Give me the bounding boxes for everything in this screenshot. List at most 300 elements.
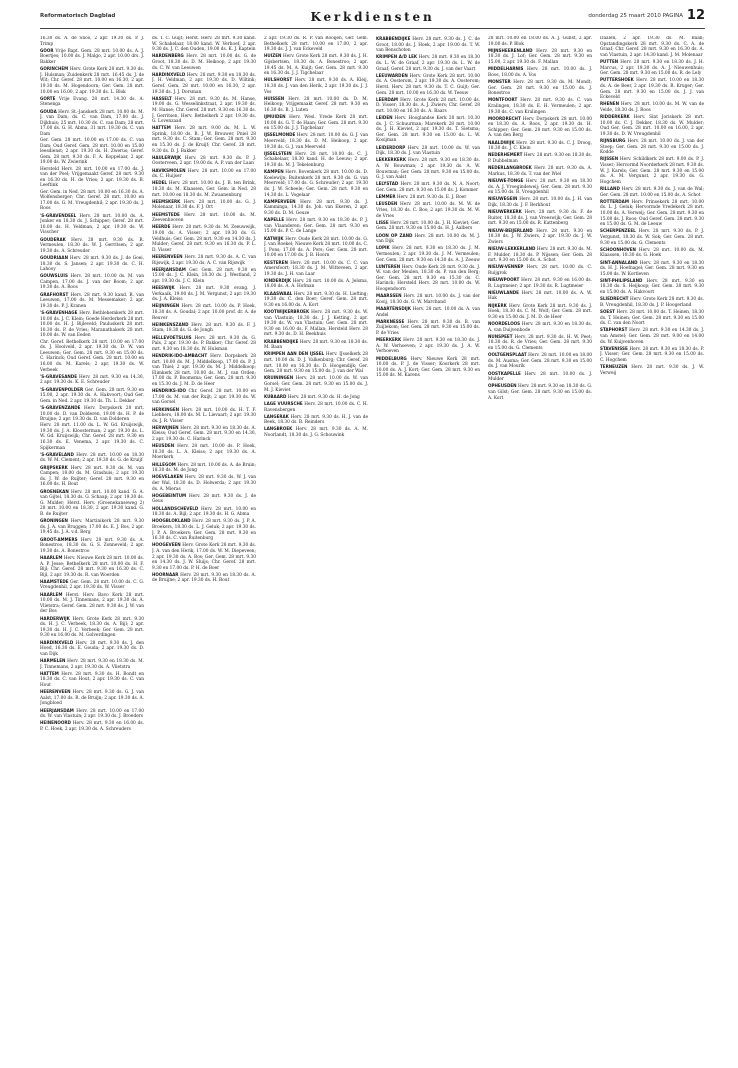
church-service-entry xyxy=(40,310,144,339)
place-name: GORINCHEM xyxy=(40,66,69,72)
place-name: GOUDRIAAN xyxy=(40,254,69,260)
church-service-entry xyxy=(152,493,256,505)
service-details: Herv. 28 mrt. 9.30 ds. H. de Jong xyxy=(287,394,360,400)
church-service-entry xyxy=(488,277,592,289)
service-details: Herv. 28 mrt. 9.30 ds. J. de Goei, 18.30 ds. S. Jansen; 2 apr. 19.30 ds. C. H. Lahooy xyxy=(40,255,144,273)
service-details: Herv. 28 mrt. 9.30 en 18.30 ds. P. Dubbelman xyxy=(488,153,592,165)
church-service-entry xyxy=(488,165,592,177)
service-details: Herv. 28 mrt. 9.00 ds. M. L. W. Sprink, 18.00 ds. B. J. W. Brouwer, Pniel 28 mrt. 9.30 ds. C. Stam; Ger. Gem. 28 mrt. 9.30 en 15.30 ds. J. de Kruijf; Chr. Geref. 28 mrt. 9.30 ds. D. J. Bakker xyxy=(152,126,256,154)
service-details: Herv. 28 mrt. 10.00 ds. C. Ruijgrok xyxy=(488,265,592,276)
service-details: Herv. 28 mrt. 9.30 en 18.30 ds. P. J. van Vlaanderen; Ger. Gem. 28 mrt. 9.30 en 15.00 ds. P. C. de Lange xyxy=(264,218,368,235)
church-service-entry xyxy=(264,96,368,114)
place-name: NIEUW-VENNEP xyxy=(488,264,524,270)
church-service-entry xyxy=(40,720,144,732)
service-details: Herv. 28 mrt. 10.00 ds. A. Jonker en 18.30 ds. J. Schipper; Geref. 28 mrt. 10.00 ds. H. Veldman, 2 apr. 19.30 ds. W. Visscher xyxy=(40,213,144,236)
service-details: Herv. 28 mrt. 9.30 ds. C. J. Droog, 18.30 ds. J. C. Klein xyxy=(488,140,592,152)
place-name: KAMPEN xyxy=(264,169,284,175)
church-service-entry xyxy=(488,371,592,383)
place-name: NUNSPEET xyxy=(488,333,513,339)
place-name: MIJNSHEERENLAND xyxy=(488,47,533,53)
service-details: Herv. 28 mrt. 10.00 ds. M. van Campen, 17.00 ds. J. van der Boom; 2 apr. 19.30 ds. A. Roos xyxy=(40,274,144,291)
service-details: Herv. Grote Kerk 28 mrt. 9.30 ds. J. A. van den Herik, 17.00 ds. W. M. Diepeveen; 2 apr. 19.30 ds. A. Bos; Ger. Gem. 28 mrt. 9.30 en 14.30 ds. J. W. Sluijs; Chr. Geref. 28 mrt. 9.30 en 17.00 ds. P. H. de Boer xyxy=(152,543,256,571)
service-details: Herv. Bovenkerk 28 mrt. 10.00 ds. D. Koelewijn; Buitenkerk 28 mrt. 9.30 ds. G. van Meerveld; 17.00 ds. G. Schreuder; 2 apr. 19.30 ds. J. W. Scheele; Ger. Gem. 28 mrt. 9.30 en 14.30 ds. L. Vogelaar xyxy=(264,170,368,198)
place-name: KRIMPEN A/D LEK xyxy=(376,54,418,60)
place-name: MARKNESSE xyxy=(376,318,405,324)
church-service-entry xyxy=(488,209,592,227)
church-service-entry xyxy=(40,592,144,615)
church-service-entry xyxy=(40,537,144,555)
place-name: LUNTEREN xyxy=(376,263,401,269)
church-service-entry xyxy=(40,255,144,273)
place-name: SINT-PHILIPSLAND xyxy=(600,277,643,283)
church-service-entry xyxy=(376,157,480,180)
church-service-entry xyxy=(152,199,256,211)
service-details: Herv. Wesl. Vrede Kerk 28 mrt. 10.00 ds. G. T. de Haan; Ger. Gem. 28 mrt. 9.30 en 15.00 ds. J. J. Tigchelaar xyxy=(264,115,368,132)
church-service-entry xyxy=(40,66,144,95)
place-name: HOGEBEINTUM xyxy=(152,492,187,498)
place-name: SCHOONHOVEN xyxy=(600,246,636,252)
service-details: Herv. 28 mrt. 9.30 ds. H. Bondt en 18.30 ds. C. van Hout, 2 apr. 19.30 ds. C. van Hout xyxy=(40,671,144,688)
place-name: NIEUWLANDE xyxy=(488,289,519,295)
church-service-entry xyxy=(488,79,592,97)
service-details: Herv. Grote Kerk 28 mrt. 9.30 ds. J. H. Gijsbertsen, 18.30 ds. A. Bonestroo; 2 apr. 19.45 ds. M. A. Kuijt; Ger. Gem. 28 mrt. 9.30 en 16.30 ds. J. J. Tigchelaar xyxy=(264,54,368,77)
page-header xyxy=(40,8,705,30)
place-name: HARDINXVELD xyxy=(152,71,186,77)
place-name: HUIZEN xyxy=(264,53,282,59)
church-service-entry xyxy=(264,260,368,278)
service-details: Herv. 28 mrt. 10.00 ds. G. J. Molenaar, 18.30 ds. F. J. Ort xyxy=(152,199,256,211)
column-6 xyxy=(600,36,704,1058)
church-service-entry xyxy=(376,201,480,219)
place-name: IJMUIDEN xyxy=(264,114,286,120)
place-name: HEDEL xyxy=(152,180,168,186)
service-details: Herv. 28 mrt. 9.30 ds. N. A. Noort; Ger. Gem. 28 mrt. 9.30 en 15.00 ds. J. Kommer xyxy=(376,182,480,193)
church-service-entry xyxy=(264,278,368,290)
church-service-entry xyxy=(152,180,256,198)
place-name: LISSE xyxy=(376,219,389,225)
church-service-entry xyxy=(488,97,592,115)
church-service-entry xyxy=(40,489,144,518)
place-name: 'S-GRAVESANDE xyxy=(40,373,78,379)
service-details: Herv. 28 mrt. 9.30 ds. J. P. A. Broekers, 18.30 ds. L. J. Geluk; 2 apr. 19.30 ds. J. P. A. Broekers; Ger. Gem. 28 mrt. 9.30 en 16.30 ds. C. van Ruitenburg xyxy=(152,519,256,542)
church-service-entry xyxy=(40,465,144,488)
place-name: SINT-ANNALAND xyxy=(600,259,638,265)
church-service-entry xyxy=(40,518,144,536)
service-details: Herv. 28 mrt. 9.30 en 14.30, 2 apr. 19.30 ds. K. E. Schreuder xyxy=(40,374,144,386)
service-details: Vrije Evang. 28 mrt. 14.30 ds. A. Stenenga xyxy=(40,96,144,108)
service-details: Herv. 28 mrt. 9.30 ds. G. Pals, 2 apr. 19.30 ds. P. Bakker; Chr. Geref. 28 mrt. 9.30 en 18.30 ds. W. Hulsman xyxy=(152,335,256,352)
service-details: Herv. 28 mrt. 10.00 ds. G. J. van Meerveld; 18.30 ds. D. M. Heikoop, 2 apr. 19.30 ds. G. J. van Meerveld xyxy=(264,133,368,150)
service-details: Ger. Gem. 28 mrt. 9.30 en 15.00, 2 apr. 19.30 ds. A. Hakvoort; Oud Ger. Gem. in Ned. 2 apr. 19.30 ds. Th. L. Dekker xyxy=(40,387,144,404)
service-details: Herv. 28 mrt. 10.00 ds. T. Heinen, 18.30 ds. T. Heinen; Ger. Gem. 28 mrt. 9.30 en 15.00 ds. C. van den Noort xyxy=(600,310,704,327)
church-service-entry xyxy=(152,224,256,253)
church-service-entry xyxy=(40,190,144,212)
place-name: HOEVELAKEN xyxy=(152,474,183,480)
church-service-entry xyxy=(152,155,256,167)
place-name: NIEUW-BEIJERLAND xyxy=(488,227,533,233)
place-name: NIEUWE-TONGE xyxy=(488,178,524,183)
service-details: Herv. 28 mrt. 9.30 ds. M. Hanse, 19.00 ds. G. Wesselinkstraat, 2 apr. 19.30 ds. M. Hanse; Chr. Geref. 28 mrt. 9.30 en 16.30 ds. J. Gerritsen, Herv. Bethelkerk 2 apr. 19.30 ds. G. Lovenzaad xyxy=(152,96,256,125)
church-service-entry xyxy=(264,36,368,53)
page-number: 12 xyxy=(686,8,705,23)
church-service-entry xyxy=(152,425,256,443)
service-details: 2 apr. 19.30 ds. R. P. van Rooijen, Ger. Gem. Bethelkerk 28 mrt. 10.00 en 17.00, 2 apr. 19.30 ds. J. J. van Eckeveld xyxy=(264,36,368,53)
service-details: Herv. 28 mrt. 9.30 en 18.30 ds. A. J. Vroegindeweij; Ger. Gem. 28 mrt. 9.30 en 15.00 ds. B. Vreugdenhil xyxy=(488,179,592,196)
service-details: Herv. 28 mrt. 9.30 en 18.30 ds. J. H. Veldman, 2 apr. 19.30 ds. D. Wiltink; Geref. Gem. 28 mrt. 10.00 en 16.30, 2 apr. 19.30 ds. J. J. Dorsman xyxy=(152,72,256,95)
service-details: Herv. 28 mrt. 9.30 en 16.00 ds. P. C. Hoek, 2 apr. 19.30 ds. A. Schreuders xyxy=(40,721,144,732)
place-name: SLIEDRECHT xyxy=(600,296,629,302)
place-name: NIEUW-LEKKERLAND xyxy=(488,245,536,251)
place-name: HERWIJNEN xyxy=(152,424,179,430)
place-name: LELYSTAD xyxy=(376,181,399,187)
service-details: Herv. 28 mrt. 10.00 ds. G. de Groot, 18.30 ds. D. M. Heikoop, 2 apr. 19.30 ds. C. W. van Leeuwen xyxy=(152,54,256,71)
place-name: MIDDELHARNIS xyxy=(488,66,524,72)
place-name: KAPELLE xyxy=(264,217,285,223)
church-service-entry xyxy=(600,247,704,259)
place-name: GROOT-AMMERS xyxy=(40,536,78,542)
service-details: Herv. 28 mrt. 9.30 ds. A. Markus, 18.30 ds. T. van der Wiel xyxy=(488,166,592,177)
service-details: Herv. 28 mrt. 10.00 ds. W. van Dijk, 18.30 ds. J. van Vlastuin xyxy=(376,145,480,157)
place-name: GRONINGEN xyxy=(40,518,68,524)
church-service-entry xyxy=(152,36,256,53)
service-details: Herv. Grote Kerk 28 mrt. 10.00 ds. A. Oosterom, 2 apr. 19.30 ds. A. Oosterom; Herst. Herv. 28 mrt. 9.30 ds. T. C. Guijt; Ger. Gem. 28 mrt. 10.00 en 16.30 ds. W. Teeuw xyxy=(376,73,480,96)
place-name: LEKKERKERK xyxy=(376,157,406,163)
service-details: Herv. 28 mrt. 9.30 ds. H. W. Peet; 18.30 ds. R. de Vries; Ger. Gem. 28 mrt. 9.30 en 15.00 ds. G. Clements xyxy=(488,334,592,351)
service-details: Daalen, 2 apr. 19.30 ds. M. Baan; Opstandingskerk 28 mrt. 9.30 ds. C. A. de Graaf; Chr. Geref. 28 mrt. 9.30 en 16.30 ds. A. van Vlastuin, 2 apr. 14.30 kand. J. M. Molenaar xyxy=(600,36,704,58)
church-service-entry xyxy=(264,151,368,169)
place-name: NIEUWEGEIN xyxy=(488,196,518,202)
place-name: NIEUWERKERK xyxy=(488,209,522,215)
service-details: Herv. St.-Janskerk 28 mrt. 10.00 ds. M. J. van Dam; ds. C. van Dam, 17.00 ds. J. Dijkhuis; 25 mrt. 10.30 ds. C. van Dam; 28 mrt. 17.00 ds. G. H. Abma, 31 mrt. 19.30 ds. C. van Dam xyxy=(40,109,144,137)
place-name: LANGBROEK xyxy=(264,426,293,432)
place-name: NIJKERK xyxy=(488,302,507,308)
column-2 xyxy=(152,36,256,1058)
place-name: HAAMSTEDE xyxy=(40,578,69,584)
church-service-entry xyxy=(376,145,480,157)
place-name: GOUDERAK xyxy=(40,236,66,242)
place-name: 'S-GRAVENHAGE xyxy=(40,310,78,316)
place-name: 'S-GRAVENPOLDER xyxy=(40,386,84,392)
church-service-entry xyxy=(40,579,144,591)
service-details: Herv. 28 mrt. 10.00 ds. M. Klaassen, 18.30 ds. G. Hoek xyxy=(600,247,704,259)
church-service-entry xyxy=(152,443,256,461)
church-service-entry xyxy=(488,264,592,276)
church-service-entry xyxy=(600,296,704,308)
church-service-entry xyxy=(264,426,368,438)
church-service-entry xyxy=(152,518,256,541)
church-service-entry xyxy=(488,246,592,264)
church-service-entry xyxy=(600,327,704,345)
church-service-entry xyxy=(376,356,480,379)
service-details: Herv. 28 mrt. 9.30 en 18.30 ds. L. W. de Graaf, 2 apr. 19.30 ds. L. W. de Graaf; Geref. 28 mrt. 9.30 ds. J. van der Vaart xyxy=(376,55,480,72)
place-name: GRIJPSKERK xyxy=(40,464,68,470)
service-details: Herv. 28 mrt. 9.30 en 18.30 ds. A. W. Bouwman; 2 apr. 19.30 ds. A. W. Bouwman; Ger. Gem. 28 mrt. 9.30 en 15.00 ds. G. J. van Aalst xyxy=(376,158,480,181)
place-name: HARDENBERG xyxy=(152,53,184,59)
service-details: Herv. 28 mrt. 9.30 ds. A. M. Noorlandt, 18.30 ds. J. G. Schouwink xyxy=(264,427,368,439)
church-service-entry xyxy=(40,292,144,310)
service-details: Herv. 28 mrt. 9.30 en 18.30 ds. H. J. Hoefnagel; Ger. Gem. 28 mrt. 9.30 en 15.00 ds. W. Kortleven xyxy=(600,260,704,277)
place-name: LEEUWARDEN xyxy=(376,72,408,78)
place-name: KESTEREN xyxy=(264,259,288,265)
place-name: LEERDAM xyxy=(376,96,398,102)
place-name: HEERENVEEN xyxy=(40,689,71,695)
church-service-entry xyxy=(264,53,368,76)
church-service-entry xyxy=(40,213,144,236)
place-name: LANGERAK xyxy=(264,413,289,419)
service-details: Herv. 28 mrt. 9.30 ds. E. J. Boer xyxy=(396,195,467,201)
place-name: KAMPERVEEN xyxy=(264,198,296,204)
service-details: Herv. Oude Kerk 28 mrt. 9.30 ds. J. W. van der Meulen, 18.30 ds. P. van den Berg; Ger. Gem. 28 mrt. 9.30 en 15.30 ds. C. Harinck; Hersteld Herv. 28 mrt. 10.00 ds. W. Hoogendoorn xyxy=(376,264,480,293)
service-details: Herv. 28 mrt. 10.00 en 18.00 ds. M. Ausma; Ger. Gem. 28 mrt. 9.30 en 15.00 ds. J. van Mourik xyxy=(488,353,592,370)
place-name: GOUDA xyxy=(40,108,57,114)
place-name: LOON OP ZAND xyxy=(376,232,413,238)
church-service-entry xyxy=(600,278,704,296)
church-service-entry xyxy=(152,267,256,285)
church-service-entry xyxy=(152,388,256,406)
service-details: Ger. Gem. in Ned. 28 mrt. 10.00 en 16.30 ds. A. Wolfensberger; Chr. Geref. 28 mrt. 10.00 en 17.00 ds. G. M. Vreugdenhil; 2 apr. 19.30 ds. J. Roos xyxy=(40,189,144,212)
place-name: OPHEUSDEN xyxy=(488,383,517,389)
service-details: Herv. 28 mrt. 10.00 ds. J. van der Stoep; Ger. Gem. 28 mrt. 9.30 en 15.00 ds. J. Kodde xyxy=(600,139,704,156)
column-1 xyxy=(40,36,144,1058)
place-name: MEERKERK xyxy=(376,337,402,343)
place-name: KLAASWAAL xyxy=(264,290,293,296)
service-details: Herv. Dorpskerk 28 mrt. 10.00 en 18.30 ds. A. Roos, 2 apr. 19.30 ds. H. Schipper; Ger. Gem. 28 mrt. 9.30 en 15.00 ds. A. van den Berg xyxy=(488,116,592,139)
church-service-entry xyxy=(40,273,144,291)
service-details: Herst. Herv. Bavo Kerk 28 mrt. 10.00 ds. M. J. Tinnemans, 2 apr. 19.30 ds. A. Vlietstra; Geref. Gem. 28 mrt. 9.30 ds. J. W. van der Bos xyxy=(40,592,144,615)
service-details: Herv. 28 mrt. 9.30 ds. B. van Zuijlekom; Ger. Gem. 28 mrt. 9.30 en 15.00 ds. P. de Vries xyxy=(376,319,480,336)
church-service-entry xyxy=(264,309,368,338)
service-details: Herv. 28 mrt. 10.00 ds. J. van der Kooij, 18.30 ds. G. W. Marchand xyxy=(376,294,480,305)
service-details: Herv. 28 mrt. 9.30 ds. C. van Kralingen, 18.30 ds. E. H. Vermeulen; 2 apr. 19.30 ds. C. van Kralingen xyxy=(488,98,592,115)
church-service-entry xyxy=(264,394,368,401)
place-name: HEINENOORD xyxy=(40,720,71,726)
service-details: Ger. Gem. 28 mrt. 10.00 en 17.00 ds. C. van Dam; Oud Geref. Gem. 28 mrt. 10.00 en 15.00 leesdienst; 2 apr. 19.30 ds. H. Zwerus; Geref. Gem. 28 mrt. 9.30 ds. F. A. Koppelaar, 2 apr. 19.00 ds. W. Zwierink xyxy=(40,138,144,166)
place-name: MAARTENSDIJK xyxy=(376,306,411,312)
service-details: Herv. 28 mrt. 10.00 ds. A. van Andel xyxy=(376,307,480,318)
service-details: Herv. 28 mrt. 9.30 en 18.30 ds. J. Lof; Ger. Gem. 28 mrt. 9.30 en 15.00, 2 apr. 19.30 ds. F. Mallan xyxy=(488,48,592,65)
church-service-entry xyxy=(40,671,144,689)
service-details: Herv. Nieuwe Kerk 28 mrt. 10.00 ds. A. P. Jesse; Bethelkerk 28 mrt. 10.00 ds. H. F. Bijl; Chr. Geref. 28 mrt. 9.30 en 16.30 ds. C. Bijl, 2 apr. 19.30 ds. R. van Woerden xyxy=(40,555,144,578)
church-service-entry xyxy=(40,387,144,405)
church-service-entry xyxy=(40,689,144,707)
service-details: Herv. 28 mrt. 9.30 en 18.30 ds. A. Kleiss; Oud Geref. Gem. 28 mrt. 9.30 en 14.30, 2 apr. 19.30 ds. C. Harinck xyxy=(152,425,256,443)
church-service-entry xyxy=(488,290,592,302)
service-details: Herv. 28 mrt. 9.30 en 18.30 ds. J. A. W. Verhoeven; 2 apr. 19.30 ds. J. A. W. Verhoeven xyxy=(376,338,480,355)
place-name: GOOR xyxy=(40,47,54,53)
church-service-entry xyxy=(600,77,704,100)
church-service-entry xyxy=(152,72,256,95)
service-details: Herv. 28 mrt. 9.30 ds. F. J. Stam; 18.30 ds. G. de Jongh xyxy=(152,322,256,334)
church-service-entry xyxy=(600,260,704,278)
church-service-entry xyxy=(40,452,144,464)
church-service-entry xyxy=(488,140,592,152)
service-details: Herv. 28 mrt. 10.00 ds. A. W. Hak xyxy=(488,290,592,302)
service-details: Herv. 28 mrt. 9.30 ds. J. W. Verweij xyxy=(600,365,704,376)
church-service-entry xyxy=(152,322,256,334)
service-details: Herv. Grote Kerk 28 mrt. 9.30 ds. B. Vreugdenhil, 18.30 ds. J. P. Hoogerland xyxy=(600,297,704,308)
service-details: Herv. Martinikerk 28 mrt. 9.30 ds. J. A. van Bruggen; 17.00 ds. E. J. Bos, 2 apr. 19.45 ds. J. A. v.d. Berg xyxy=(40,519,144,536)
service-details: Herv. 28 mrt. 9.30 ds. W. J. van der Wal, 18.30 ds. D. Holwerda; 2 apr. 19.30 ds. A. Mieras xyxy=(152,475,256,492)
service-details: Herv. 28 mrt. 9.30 en 18.30 ds. M. J. Tinnemans, 2 apr. 19.30 ds. A. Vlietstra xyxy=(40,658,144,670)
service-details: Herv. 28 mrt. 10.00 ds. M. Zeevenhooven xyxy=(152,212,256,224)
church-service-entry xyxy=(488,152,592,164)
place-name: HUISSEN xyxy=(264,95,285,101)
church-service-entry xyxy=(40,36,144,47)
service-details: Herv. 28 mrt. 9.30 en 18.30 ds. A. de Bruijne; 2 apr. 19.30 ds. H. Bout xyxy=(152,572,256,584)
church-service-entry xyxy=(376,293,480,305)
place-name: NAALDWIJK xyxy=(488,139,515,145)
service-details: Herv. 28 mrt. 9.30 en 18.30 ds. G. van Gilst; Ger. Gem. 28 mrt. 9.30 en 15.00 ds. A. Kort xyxy=(488,384,592,401)
service-details: Herv. 28 mrt. 9.30 en 14.30 ds. J. van Amstel; Ger. Gem. 28 mrt. 9.00 en 14.00 ds. W. Kuijvenhoven xyxy=(600,328,704,345)
place-name: KRABBENDIJKE xyxy=(264,338,299,344)
church-service-entry xyxy=(152,353,256,388)
service-details: ds. T. C. Guijt; Herst. Herv. 28 mrt. 9.30 kand. W. Schakelaar, 18.00 kand. W. Verhoef; 2 apr. 9.30 ds. J. C. den Ouden, 19.00 ds. K. J. Kaptein xyxy=(152,36,256,53)
service-details: Herv. Oude Kerk 28 mrt. 10.00 ds. G. J. van Roekel; Nieuwe Kerk 28 mrt. 10.00 ds. C. J. Pons; 17.00 ds. A. Pors; Ger. Gem. 28 mrt. 10.00 en 17.00 ds. J. B. Hoorn xyxy=(264,236,368,259)
service-details: Herv. 28 mrt. 9.30 ds. P. J. Oosterveen, 2 apr. 19.00 ds. A. P. van der Laan xyxy=(152,155,256,167)
place-name: RIJNSBURG xyxy=(600,138,626,144)
publication-name: Reformatorisch Dagblad xyxy=(40,13,116,19)
service-details: Herv. 28 mrt. 10.00 ds. A. de Bruin; 18.30 ds. M. de Jong xyxy=(152,462,256,474)
place-name: LEIDEN xyxy=(376,115,393,121)
section-title: Kerkdiensten xyxy=(310,10,435,24)
church-service-entry xyxy=(152,542,256,571)
church-service-entry xyxy=(152,506,256,518)
service-details: Herv. 28 mrt. 10.00 ds. J. Mulder xyxy=(488,371,592,383)
service-details: Herv. 28 mrt. 9.30 ds. J. den Hoed, 16.30 ds. E. Gouda; 2 apr. 19.30 ds. D. van Dijk xyxy=(40,640,144,657)
place-name: MONSTER xyxy=(488,78,511,84)
place-name: STAPHORST xyxy=(600,327,628,333)
church-service-entry xyxy=(264,339,368,351)
service-details: Herv. 28 mrt. 9.30 ds. J. de Geus xyxy=(152,493,256,505)
church-service-entry xyxy=(376,306,480,318)
service-details: Hersteld Herv. 28 mrt. 10.00 en 17.00 ds. J. van der Poel; Vrijgemaakt Geref. 28 mrt. 9.30 en 16.30 ds. H. de Vries; 2 apr. 19.30 ds. B. Leeftink xyxy=(40,166,144,189)
place-name: KINDERDIJK xyxy=(264,277,292,283)
church-service-entry xyxy=(264,114,368,132)
place-name: HAARLEM xyxy=(40,591,63,597)
place-name: LEIDERDORP xyxy=(376,144,406,150)
place-name: LOPIK xyxy=(376,245,390,251)
service-details: Herv. 28 mrt. 9.30 ds. R. Vermeulen, 18.30 ds. W. J. Gerritsen; 2 apr. 19.30 ds. A. Schreuder xyxy=(40,237,144,254)
service-details: 16.30 ds. A. de Snoo, 2 apr. 19.30 ds. P. J. Trimp xyxy=(40,36,144,47)
place-name: MAARSSEN xyxy=(376,293,402,299)
church-service-entry xyxy=(600,228,704,246)
place-name: GRAFHORST xyxy=(40,291,69,297)
church-service-entry xyxy=(600,156,704,185)
service-details: Herv. 28 mrt. 9.30 ds. J. C. de Groot, 18.00 ds. J. Hoek, 2 apr. 19.00 ds. T. W. van Benschoten xyxy=(376,37,480,54)
church-service-entry xyxy=(152,53,256,71)
place-name: HEERJANSDAM xyxy=(40,707,74,713)
service-details: Herv. 28 mrt. 9.30 ds. A. Kleij, 18.30 ds. J. van den Herik, 2 apr. 19.30 ds. J. J. Vos xyxy=(264,78,368,95)
place-name: KOOTWIJKERBROEK xyxy=(264,309,310,315)
service-details: Herv. 28 mrt. 10.00 en 18.30 ds. W. M. Clement; 2 apr. 19.30 ds. G. de Kruijf xyxy=(40,452,144,464)
place-name: 'S-GRAVENDEEL xyxy=(40,212,77,218)
service-details: Herv. 28 mrt. 10.00 ds. J. H. van Dijk, 18.30 ds. J. F. Berkhout xyxy=(488,197,592,208)
church-service-entry xyxy=(376,181,480,193)
church-service-entry xyxy=(152,462,256,474)
service-details: Herv. 28 mrt. 9.30 en 18.30 ds. J. W. Zwiers, 2 apr. 19.30 ds. J. W. Zwiers xyxy=(488,228,592,245)
service-details: Herv. 28 mrt. 11.00 ds. L. W. Gd. Kruijswijk, 19.30 ds. J. A. Kloosterman; 2 apr. 19.30 ds. L. W. Gd. Kruijswijk; Chr. Geref. 28 mrt. 9.30 en 16.30 ds. E. Venema, 2 apr. 19.30 ds. C. Spijkerman xyxy=(40,423,144,451)
service-details: Herv. 28 mrt. 10.00 ds. J. Roos, 18.00 ds. A. Vos xyxy=(488,67,592,78)
church-service-entry xyxy=(40,405,144,423)
church-service-entry xyxy=(152,168,256,180)
service-details: Herv. IJsselkerk 28 mrt. 10.00 ds. D. J. Valkenburg; Chr. Geref. 28 mrt. 10.00 en 16.30 ds. D. Hoogendijk; Ger. Gem. 28 mrt. 9.30 en 15.00 ds. J. van der Wal xyxy=(264,352,368,375)
place-name: ROTTERDAM xyxy=(600,198,629,204)
service-details: Herv. 28 mrt. 9.30 ds. J. van de Wal; Ger. Gem. 28 mrt. 10.00 en 15.00 ds. A. Schot xyxy=(600,187,704,198)
place-name: 'S-GRAVENZANDE xyxy=(40,404,81,410)
church-service-entry xyxy=(488,321,592,333)
place-name: RIJSSEN xyxy=(600,156,619,162)
service-details: Herv. 28 mrt. 9.30 en 18.30 ds. J. M. Vermeulen; 2 apr. 19.30 ds. J. M. Vermeulen; Ger. Gem. 28 mrt. 9.30 en 14.30 ds. A. J. Zeeuw xyxy=(376,246,480,263)
church-service-entry xyxy=(488,228,592,246)
church-service-entry xyxy=(600,114,704,137)
place-name: HENDRIK-IDO-AMBACHT xyxy=(152,352,208,358)
church-service-entry xyxy=(376,54,480,72)
church-service-entry xyxy=(600,309,704,327)
service-details: Herv. 28 mrt. 10.00 ds. P. Hoek, 18.30 ds. L. A. Kleiss; 2 apr. 19.30 ds. A. Moerkerk xyxy=(152,444,256,461)
service-details: Herv. 28 mrt. 10.00 ds. D. M. Heikoop; Vrijgemaakt Geref. 28 mrt. 9.30 en 16.30 ds. B. J. Luten xyxy=(264,96,368,113)
place-name: GORTE xyxy=(40,95,56,101)
place-name: NIEUWPOORT xyxy=(488,277,520,283)
service-details: Herv. 28 mrt. 10.00 en 17.00 ds. C. Huijser xyxy=(152,168,256,180)
place-name: LEUSDEN xyxy=(376,201,398,207)
service-details: Vrije Bapt. Gem. 28 mrt. 10.00 ds. A. J. Boertjes; 10.00 ds. J. Malgo, 2 apr. 10.00 drs. J. Bakker xyxy=(40,48,144,65)
church-service-entry xyxy=(40,167,144,189)
service-details: Herv. Schildkerk 28 mrt. 9.00 ds. P. J. Visser; Hervormd Noorderkerk 28 mrt. 9.30 ds. W. J. Karels; Ger. Gem. 28 mrt. 9.30 en 15.00 ds. A. M. Vergunst, 2 apr. 19.30 ds. G. Hogchem xyxy=(600,157,704,185)
service-details: Herv. 28 mrt. 9.30 ds. G. J. van Aalst, 17.00 ds. R. de Bruijn; 2 apr. 19.30 ds. A. Jongbloed xyxy=(40,690,144,707)
church-service-entry xyxy=(600,364,704,376)
place-name: TERNEUZEN xyxy=(600,364,628,370)
place-name: LAGE VUURSCHE xyxy=(264,400,303,406)
place-name: NEDERLANGBROEK xyxy=(488,165,532,171)
church-service-entry xyxy=(600,199,704,228)
issue-date-text: donderdag 25 maart 2010 xyxy=(588,13,661,19)
church-service-entry xyxy=(488,178,592,196)
place-name: HEINKENSZAND xyxy=(152,321,189,327)
place-name: HEUSDEN xyxy=(152,443,175,449)
place-name: 'S-GRAVELAND xyxy=(40,451,74,457)
church-service-entry xyxy=(376,245,480,263)
place-name: HAULERWIJK xyxy=(152,154,182,160)
church-service-entry xyxy=(376,233,480,245)
church-service-entry xyxy=(376,220,480,232)
church-service-entry xyxy=(600,186,704,198)
place-name: OOLTGENSPLAAT xyxy=(488,352,527,358)
service-details: Chr. Geref. 28 mrt. 10.00 en 17.00 ds. M. van der Ruijt; 2 apr. 19.30 ds. W. van Gorsel xyxy=(152,389,256,406)
church-service-entry xyxy=(264,132,368,150)
service-details: Herv. 28 mrt. 10.00 ds. C. C. van Amersfoort; 18.30 ds. J. M. Witteveen, 2 apr. 19.30 ds. J. H. van Laar xyxy=(264,260,368,277)
church-service-entry xyxy=(376,319,480,337)
place-name: RIDDERKERK xyxy=(600,114,630,120)
place-name: HOOGEVEEN xyxy=(152,542,181,548)
service-details: Herv. Hooglandse Kerk 28 mrt. 10.30 ds. J. C. Schuurman; Marekerk 28 mrt. 10.00 ds. J. H. Kieviet, 2 apr. 19.30 ds. T. Sietsma; Ger. Gem. 28 mrt. 9.30 en 15.00 ds. L. W. Kooijman xyxy=(376,116,480,144)
church-service-entry xyxy=(40,96,144,108)
service-details: Chr. Geref. Bethelkerk 28 mrt. 10.00 en 17.00 ds. J. Hooiveld, 2 apr. 19.30 ds. D. W. van Leeuwen; Ger. Gem. 28 mrt. 9.30 en 15.00 ds. C. Harinck; Oud Geref. Gem. 28 mrt. 10.00 en 16.00 ds. M. Karels; 2 apr. 19.30 ds. W. Verbeek xyxy=(40,339,144,373)
service-details: Herv. 28 mrt. 9.30 ds. M. F. Mulder, 18.30 ds. P. Nijssen; Ger. Gem. 28 mrt. 9.30 en 15.00 ds. A. Schot xyxy=(488,246,592,264)
place-name: GROENEKAN xyxy=(40,488,69,494)
service-details: Herv. Bethlehemkerk 28 mrt. 10.00 ds. J. C. Klein; Goede Herderkerk 28 mrt. 10.00 ds. H. J. Bijleveld; Pauluskerk 28 mrt. 10.30 ds. P. de Vries; Maranathakerk 28 mrt. 10.00 ds. W. van Eeden xyxy=(40,311,144,339)
page-label: PAGINA xyxy=(662,13,683,19)
service-details: Herv. Sint Joriskerk 28 mrt. 10.00 ds. C. J. Dekker, 18.30 ds. W. Mulder; Oud Ger. Gem. 28 mrt. 10.00 en 16.00, 2 apr. 19.30 ds. D. W. Vreugdenhil xyxy=(600,115,704,137)
service-details: Herv. 28 mrt. 9.30 en 16.00 ds. R. Lugtmeier; 2 apr. 19.30 ds. R. Lugtmeier xyxy=(488,278,592,289)
place-name: HELLEVOETSLUIS xyxy=(152,334,192,340)
column-5 xyxy=(488,36,592,1058)
service-details: Herv. Grote Kerk 28 mrt. 9.30 ds. J. Hoek, 18.30 ds. C. M. Wolf; Ger. Gem. 28 mrt. 9.30 en 15.00 ds. J. M. D. de Heer xyxy=(488,303,592,320)
place-name: HILLEGOM xyxy=(152,461,176,467)
place-name: KRUININGEN xyxy=(264,375,294,381)
church-service-entry xyxy=(40,423,144,451)
service-details: Herv. 28 mrt. 9.30 kand. R. van Leeuwen, 17.00 ds. M. Messemaker; 2 apr. 19.30 ds. P. J. Kranen xyxy=(40,292,144,309)
church-service-entry xyxy=(40,708,144,720)
